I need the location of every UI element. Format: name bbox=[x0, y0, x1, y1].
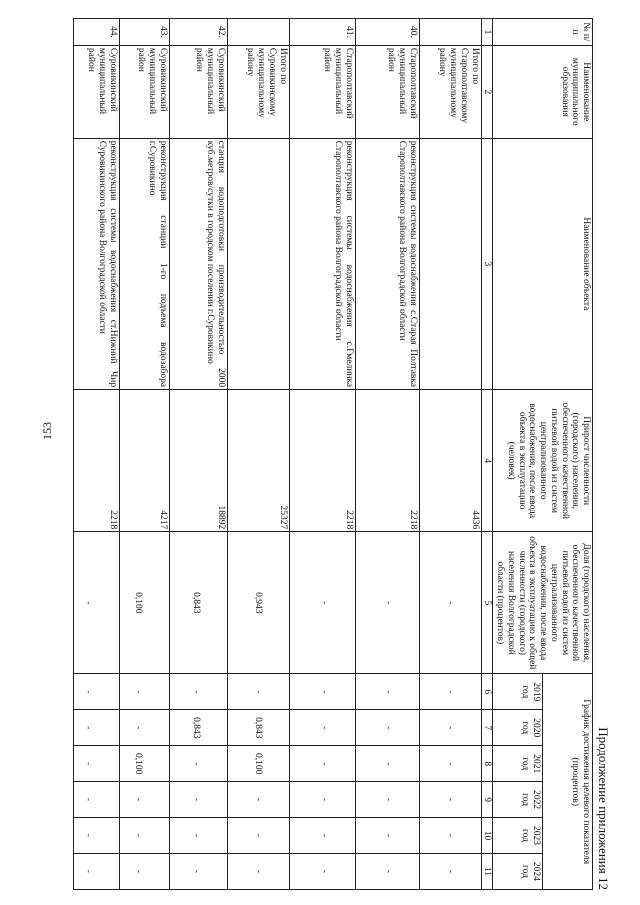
year-2020-cell: 0,843 bbox=[169, 710, 227, 746]
column-number: 7 bbox=[481, 710, 493, 746]
table-row bbox=[73, 19, 119, 890]
object-cell: реконструкция станции 1-го подъема водозабора г.Суровикино bbox=[119, 138, 169, 389]
year-2020-cell: - bbox=[289, 710, 355, 746]
header-year: 2021 год bbox=[493, 746, 543, 782]
municipality-cell: Итого по Суровикинскому муниципальному району bbox=[227, 45, 289, 138]
year-2024-cell: - bbox=[419, 853, 481, 889]
year-2024-cell: - bbox=[227, 853, 289, 889]
year-2022-cell: - bbox=[355, 782, 419, 818]
growth-cell: 25327 bbox=[227, 390, 289, 532]
row-number: 41. bbox=[289, 19, 355, 46]
header-growth: Прирост численности (городского) населения, обеспеченного качественной питьевой водой из систем централизованного водоснабжения, после ввода объекта в эксплуатацию (человек) bbox=[493, 390, 593, 532]
municipality-cell: Старополтавский муниципальный район bbox=[289, 45, 355, 138]
year-2022-cell: - bbox=[419, 782, 481, 818]
year-2020-cell: - bbox=[355, 710, 419, 746]
year-2020-cell: - bbox=[73, 710, 119, 746]
year-2024-cell: - bbox=[289, 853, 355, 889]
row-number: 43. bbox=[119, 19, 169, 46]
column-number: 2 bbox=[481, 45, 493, 138]
header-object: Наименование объекта bbox=[493, 138, 593, 389]
column-number: 9 bbox=[481, 782, 493, 818]
year-2023-cell: - bbox=[169, 818, 227, 854]
growth-cell: 2218 bbox=[289, 390, 355, 532]
year-2024-cell: - bbox=[119, 853, 169, 889]
appendix-title: Продолжение приложения 12 bbox=[596, 727, 611, 890]
year-2023-cell: - bbox=[119, 818, 169, 854]
year-2020-cell: - bbox=[419, 710, 481, 746]
growth-cell: 18892 bbox=[169, 390, 227, 532]
year-2021-cell: 0,100 bbox=[227, 746, 289, 782]
object-cell bbox=[419, 138, 481, 389]
share-cell: - bbox=[419, 532, 481, 674]
column-number: 6 bbox=[481, 674, 493, 710]
header-year: 2024 год bbox=[493, 853, 543, 889]
share-cell: - bbox=[289, 532, 355, 674]
row-number: 40. bbox=[355, 19, 419, 46]
table-row bbox=[119, 19, 169, 890]
header-schedule: График достижения целевого показателя (процентов) bbox=[543, 674, 593, 890]
share-cell: - bbox=[355, 532, 419, 674]
object-cell: реконструкция системы водоснабжения с.Гмелинка Старополтавского района Волгоградской области bbox=[289, 138, 355, 389]
data-table bbox=[73, 18, 593, 890]
municipality-cell: Суровикинский муниципальный район bbox=[169, 45, 227, 138]
row-number bbox=[227, 19, 289, 46]
object-cell: реконструкция системы водоснабжения с.Старая Полтавка Старополтавского района Волгоградской области bbox=[355, 138, 419, 389]
column-number: 5 bbox=[481, 532, 493, 674]
header-year: 2022 год bbox=[493, 782, 543, 818]
year-2023-cell: - bbox=[227, 818, 289, 854]
year-2022-cell: - bbox=[119, 782, 169, 818]
year-2019-cell: - bbox=[419, 674, 481, 710]
header-year: 2023 год bbox=[493, 818, 543, 854]
row-number: 42. bbox=[169, 19, 227, 46]
year-2022-cell: - bbox=[289, 782, 355, 818]
share-cell: 0,943 bbox=[227, 532, 289, 674]
growth-cell: 4217 bbox=[119, 390, 169, 532]
year-2021-cell: - bbox=[289, 746, 355, 782]
column-numbers-row bbox=[481, 19, 493, 890]
header-share: Доля (городского) населения, обеспеченного качественной питьевой водой из систем централизованного водоснабжения, после ввода объекта в эксплуатацию к общей численности (городского) населения Волгоградской области (процентов) bbox=[493, 532, 593, 674]
table-body bbox=[73, 19, 481, 890]
table-row bbox=[419, 19, 481, 890]
year-2021-cell: - bbox=[419, 746, 481, 782]
municipality-cell: Старополтавский муниципальный район bbox=[355, 45, 419, 138]
year-2022-cell: - bbox=[73, 782, 119, 818]
column-number: 11 bbox=[481, 853, 493, 889]
header-year: 2019 год bbox=[493, 674, 543, 710]
municipality-cell: Суровикинский муниципальный район bbox=[119, 45, 169, 138]
year-2024-cell: - bbox=[355, 853, 419, 889]
share-cell: 0,100 bbox=[119, 532, 169, 674]
share-cell: 0,843 bbox=[169, 532, 227, 674]
header-municipality: Наименование муниципального образования bbox=[493, 45, 593, 138]
municipality-cell: Итого по Старополтавскому муниципальному району bbox=[419, 45, 481, 138]
row-number bbox=[419, 19, 481, 46]
municipality-cell: Суровикинский муниципальный район bbox=[73, 45, 119, 138]
year-2023-cell: - bbox=[419, 818, 481, 854]
object-cell bbox=[227, 138, 289, 389]
year-2019-cell: - bbox=[289, 674, 355, 710]
table-row bbox=[289, 19, 355, 890]
rotated-page bbox=[29, 18, 611, 890]
year-2021-cell: - bbox=[73, 746, 119, 782]
column-number: 8 bbox=[481, 746, 493, 782]
row-number: 44. bbox=[73, 19, 119, 46]
year-2019-cell: - bbox=[73, 674, 119, 710]
object-cell: реконструкция системы водоснабжения ст.Нижний Чир Суровикинского района Волгоградской области bbox=[73, 138, 119, 389]
column-number: 1 bbox=[481, 19, 493, 46]
year-2022-cell: - bbox=[227, 782, 289, 818]
year-2020-cell: 0,843 bbox=[227, 710, 289, 746]
year-2023-cell: - bbox=[355, 818, 419, 854]
table-row bbox=[169, 19, 227, 890]
column-number: 4 bbox=[481, 390, 493, 532]
year-2021-cell: - bbox=[169, 746, 227, 782]
year-2023-cell: - bbox=[73, 818, 119, 854]
header-year: 2020 год bbox=[493, 710, 543, 746]
year-2024-cell: - bbox=[169, 853, 227, 889]
year-2019-cell: - bbox=[119, 674, 169, 710]
year-2024-cell: - bbox=[73, 853, 119, 889]
share-cell: - bbox=[73, 532, 119, 674]
growth-cell: 4436 bbox=[419, 390, 481, 532]
year-2019-cell: - bbox=[169, 674, 227, 710]
year-2023-cell: - bbox=[289, 818, 355, 854]
column-number: 3 bbox=[481, 138, 493, 389]
table-row bbox=[227, 19, 289, 890]
year-2022-cell: - bbox=[169, 782, 227, 818]
year-2020-cell: - bbox=[119, 710, 169, 746]
year-2019-cell: - bbox=[227, 674, 289, 710]
growth-cell: 2218 bbox=[355, 390, 419, 532]
year-2019-cell: - bbox=[355, 674, 419, 710]
header-no: № п/п bbox=[493, 19, 593, 46]
table-row bbox=[355, 19, 419, 890]
year-2021-cell: 0,100 bbox=[119, 746, 169, 782]
page-number: 153 bbox=[40, 422, 54, 440]
growth-cell: 2218 bbox=[73, 390, 119, 532]
object-cell: станция водоподготовки производительностью 2000 куб.метров/сутки в городском поселении г.Суровикино bbox=[169, 138, 227, 389]
year-2021-cell: - bbox=[355, 746, 419, 782]
column-number: 10 bbox=[481, 818, 493, 854]
